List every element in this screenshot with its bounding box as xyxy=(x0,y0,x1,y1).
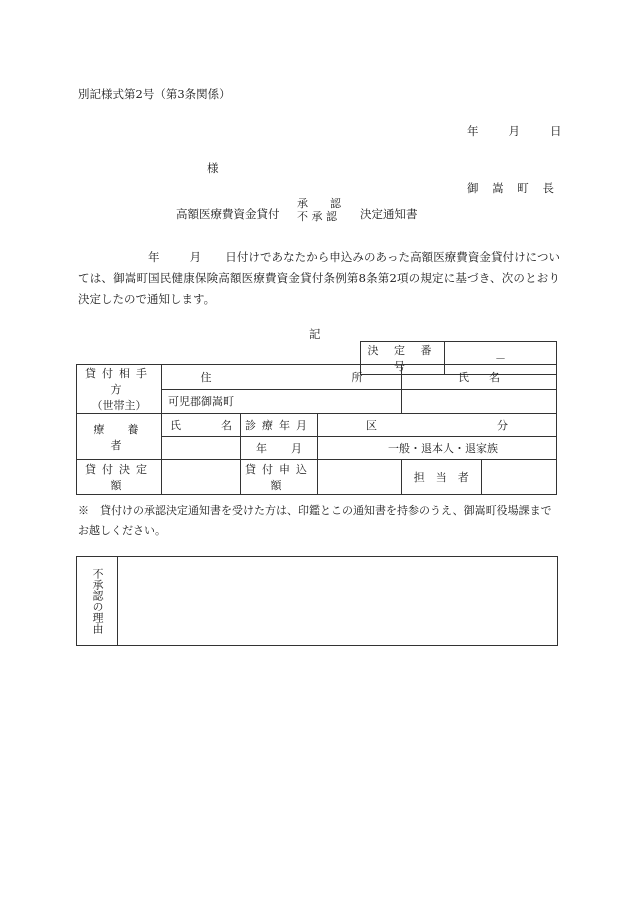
category-label-2: 分 xyxy=(497,419,508,432)
visit-ym-value xyxy=(241,437,318,460)
loan-application-label: 貸付申込額 xyxy=(241,460,318,495)
decision-number-label: 決 定 番 号 xyxy=(361,342,445,375)
category-label-1: 区 xyxy=(366,419,377,432)
note: ※ 貸付けの承認決定通知書を受けた方は、印鑑とこの通知書を持参のうえ、御嵩町役場課までお越しください。 xyxy=(78,504,552,537)
disapproval-reason-label: 不承認の理由 xyxy=(77,557,118,645)
patient-name-2: 名 xyxy=(221,419,232,432)
date-month: 月 xyxy=(508,124,520,138)
visit-ym-label: 診療年月 xyxy=(241,414,318,437)
title-approval-options xyxy=(297,197,341,223)
borrower-cell xyxy=(77,365,162,414)
title-approve: 承 認 xyxy=(297,197,341,210)
staff-value xyxy=(481,460,557,495)
loan-table xyxy=(76,364,557,495)
staff-label: 担 当 者 xyxy=(402,460,482,495)
body-text xyxy=(78,247,560,310)
address-value: 可児郡御嵩町 xyxy=(162,389,402,414)
title-main: 高額医療費資金貸付 xyxy=(176,207,280,221)
name-value xyxy=(402,389,557,414)
patient-name-value xyxy=(162,437,241,460)
form-label: 別記様式第2号（第3条関係） xyxy=(78,87,231,101)
body-month: 月 xyxy=(189,250,202,264)
category-header xyxy=(318,414,557,437)
ki-heading: 記 xyxy=(309,327,321,341)
loan-decision-value xyxy=(162,460,241,495)
issuer: 御 嵩 町 長 xyxy=(467,181,559,195)
issue-date xyxy=(467,123,562,139)
loan-decision-label: 貸付決定額 xyxy=(77,460,162,495)
name-label-2: 名 xyxy=(489,370,500,384)
loan-application-value xyxy=(318,460,402,495)
title-disapprove: 不 承 認 xyxy=(297,210,337,223)
decision-number-value: － xyxy=(445,342,557,375)
addressee-suffix: 様 xyxy=(207,161,219,175)
borrower-label: 貸付相手方 xyxy=(85,367,153,396)
address-label-1: 住 xyxy=(200,370,212,384)
patient-label: 療 養 者 xyxy=(77,414,162,460)
body-paragraph: 日付けであなたから申込みのあった高額医療費資金貸付けについては、御嵩町国民健康保険高額医療費資金貸付条例第8条第2項の規定に基づき、次のとおり決定したので通知します。 xyxy=(78,250,561,306)
date-day: 日 xyxy=(550,124,562,138)
address-header xyxy=(162,365,402,390)
name-header xyxy=(402,365,557,390)
ym-month: 月 xyxy=(291,442,302,455)
patient-name-header xyxy=(162,414,241,437)
body-year: 年 xyxy=(148,250,160,264)
ym-year: 年 xyxy=(256,442,267,455)
patient-name-1: 氏 xyxy=(170,419,181,432)
borrower-sub: （世帯主） xyxy=(91,399,147,412)
disapproval-reason-box xyxy=(76,556,558,646)
date-year: 年 xyxy=(467,124,479,138)
name-label-1: 氏 xyxy=(458,370,469,384)
title-suffix: 決定通知書 xyxy=(360,207,418,221)
address-label-2: 所 xyxy=(351,370,363,384)
category-value: 一般・退本人・退家族 xyxy=(318,437,557,460)
